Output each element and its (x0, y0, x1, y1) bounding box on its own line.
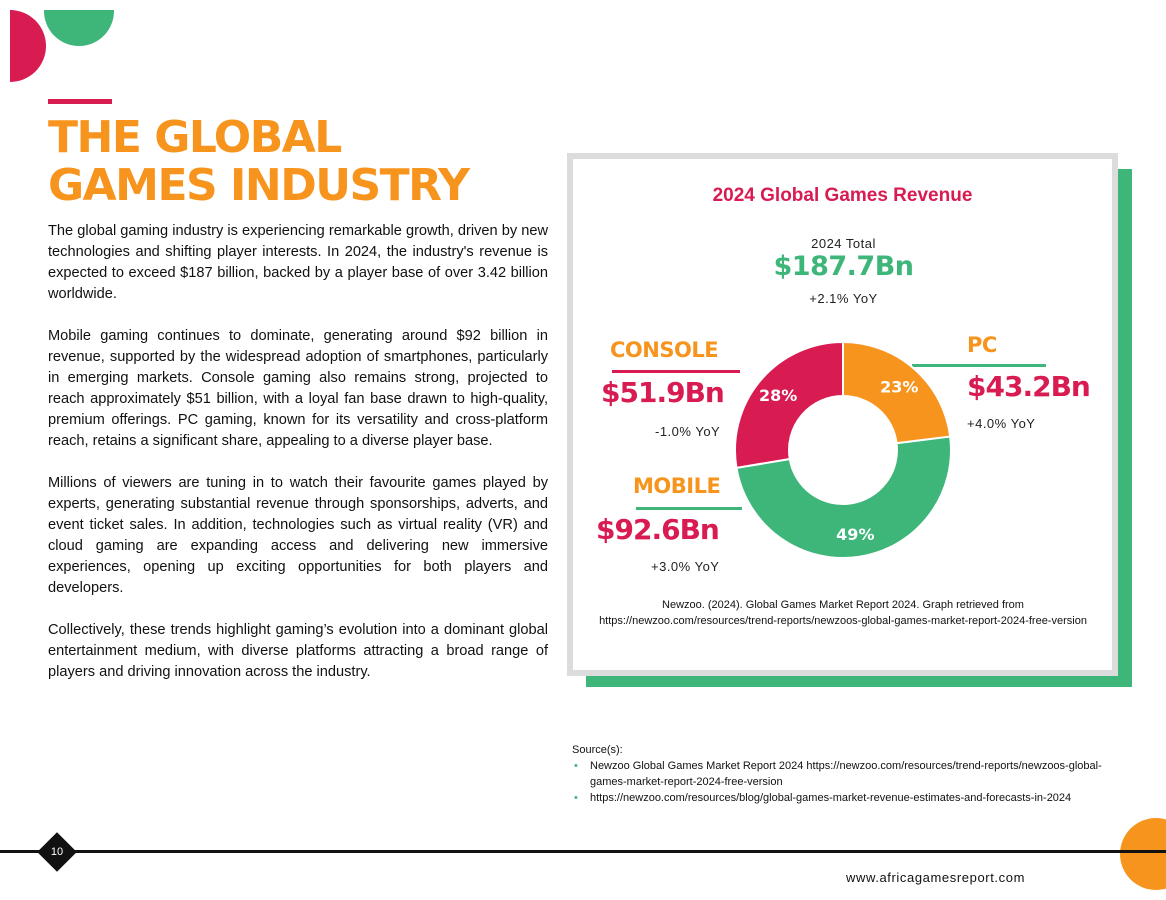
donut-label-console: 28% (758, 386, 798, 406)
console-yoy: -1.0% YoY (655, 424, 721, 439)
pc-yoy: +4.0% YoY (967, 416, 1036, 431)
page-number: 10 (50, 846, 64, 858)
total-label: 2024 Total (811, 236, 876, 251)
sources (572, 742, 1132, 806)
paragraph: The global gaming industry is experiencing remarkable growth, driven by new technologies and shifting player interests. In 2024, the industry's revenue is expected to exceed $187 billion, backed by a player base of over 3.42 billion worldwide. (48, 223, 548, 302)
console-label: CONSOLE (610, 338, 719, 362)
paragraph: Collectively, these trends highlight gaming’s evolution into a dominant global entertainment medium, with diverse platforms attracting a broad range of players and driving innovation across the industry. (48, 622, 548, 680)
body-text (48, 221, 548, 704)
donut-label-pc: 23% (880, 377, 919, 397)
console-value: $51.9Bn (601, 376, 724, 409)
mobile-label: MOBILE (633, 474, 721, 498)
mobile-value: $92.6Bn (596, 513, 719, 546)
donut-label-mobile: 49% (836, 525, 875, 545)
website-url: www.africagamesreport.com (846, 870, 1025, 885)
pc-value: $43.2Bn (967, 370, 1090, 403)
chart-caption: Newzoo. (2024). Global Games Market Report 2024. Graph retrieved from https://newzoo.com/resources/trend-reports/newzoos-global-games-market-report-2024-free-version (599, 599, 1087, 627)
sources-label: Source(s): (572, 744, 623, 756)
donut-chart (733, 340, 953, 560)
mobile-connector-line (636, 507, 742, 510)
footer-line (0, 850, 1166, 853)
source-item: • https://newzoo.com/resources/blog/global-games-market-revenue-estimates-and-forecasts-in-2024 (590, 790, 1132, 806)
source-item: • Newzoo Global Games Market Report 2024 https://newzoo.com/resources/trend-reports/newzoos-global-games-market-report-2024-free-version (590, 758, 1132, 790)
title-accent-bar (48, 99, 112, 104)
chart-title: 2024 Global Games Revenue (712, 185, 973, 206)
console-connector-line (612, 370, 740, 373)
paragraph: Mobile gaming continues to dominate, generating around $92 billion in revenue, supported by the widespread adoption of smartphones, particularly in emerging markets. Console gaming also remains strong, projected to reach approximately $51 billion, with a loyal fan base drawn to high-quality, premium offerings. PC gaming, known for its versatility and cross-platform reach, retains a significant share, appealing to a diverse player base. (48, 328, 548, 449)
sources-list (572, 758, 1132, 806)
total-yoy: +2.1% YoY (809, 291, 878, 306)
decorative-green-half-circle (44, 10, 114, 46)
page-title (48, 114, 548, 210)
total-value: $187.7Bn (773, 251, 914, 282)
title-line-2: GAMES INDUSTRY (48, 160, 469, 211)
mobile-yoy: +3.0% YoY (651, 559, 720, 574)
paragraph: Millions of viewers are tuning in to watch their favourite games played by experts, generating substantial revenue through sponsorships, adverts, and event ticket sales. In addition, technologies such as virtual reality (VR) and cloud gaming are expanding access and delivering new immersive experiences, opening up exciting opportunities for both players and developers. (48, 475, 548, 596)
title-line-1: THE GLOBAL (48, 112, 341, 163)
decorative-orange-half-circle (1120, 818, 1166, 890)
pc-label: PC (967, 333, 997, 357)
